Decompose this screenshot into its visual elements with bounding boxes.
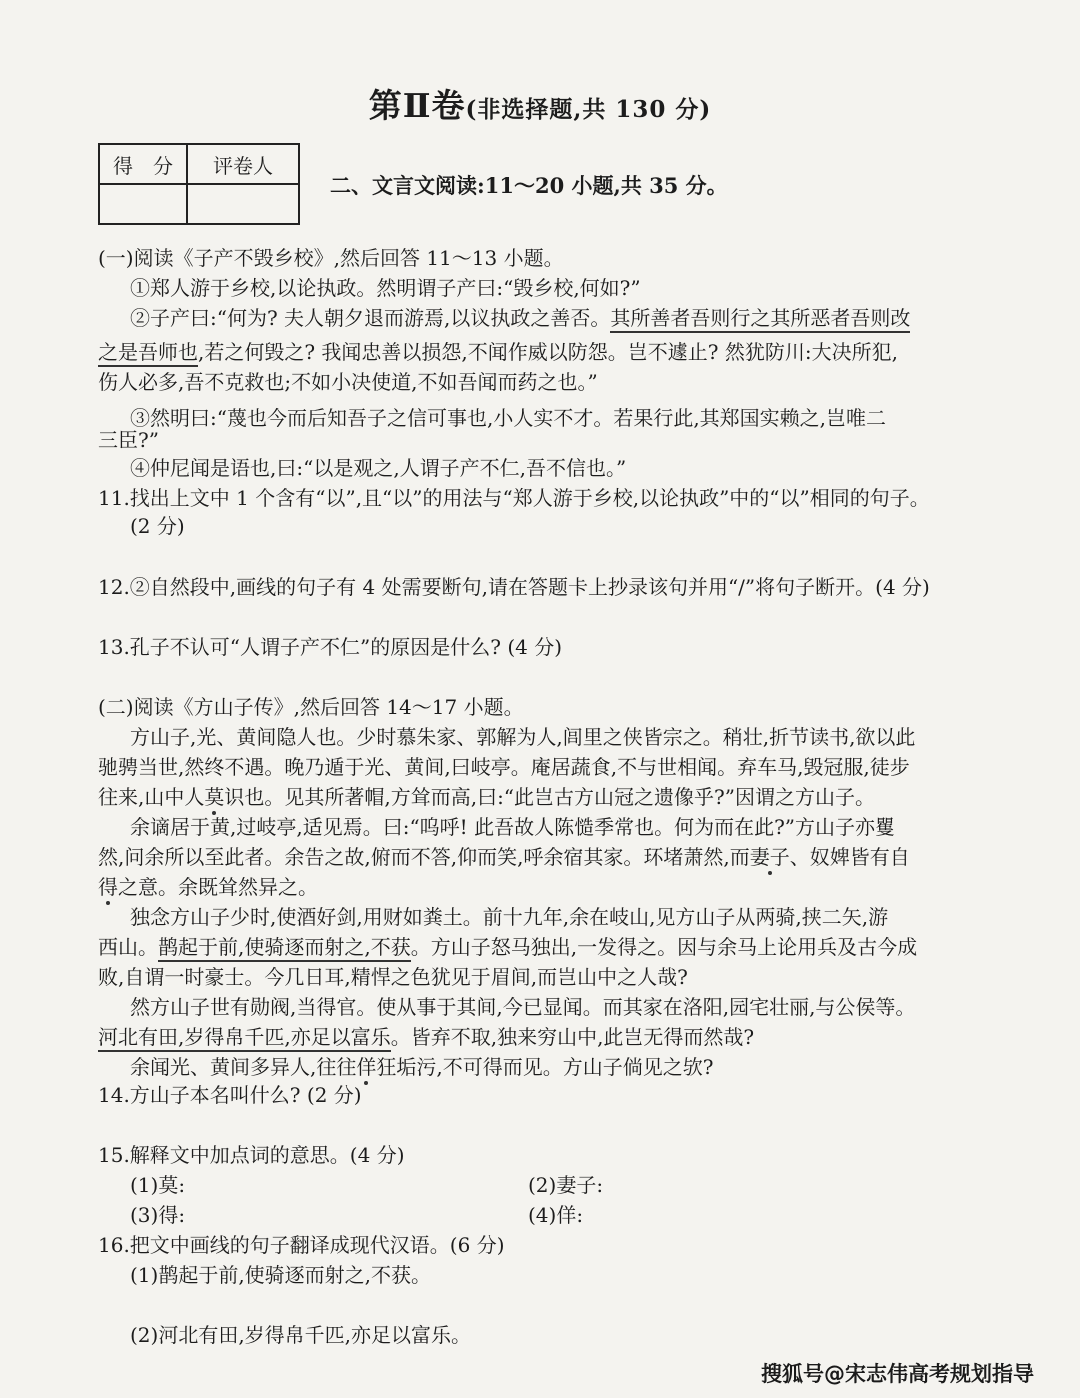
- part1-line-1: ①郑人游于乡校,以论执政。然明谓子产曰:“毁乡校,何如?”: [130, 276, 641, 300]
- p2b-pre: 然,问余所以至此者。余告之故,俯而不答,仰而笑,呼余宿其家。环堵萧然,而: [98, 845, 750, 869]
- part1-line-7: ④仲尼闻是语也,曰:“以是观之,人谓子产不仁,吾不信也。”: [130, 456, 627, 480]
- p1c-post: 识也。见其所著帽,方耸而高,曰:“此岂古方山冠之遗像乎?”因谓之方山子。: [224, 785, 875, 809]
- p5-pre: 余闻光、黄间多异人,往往: [130, 1055, 357, 1079]
- underlined-sentence-que: 鹊起于前,使骑逐而射之,不获: [158, 935, 411, 962]
- dotted-word-de: 得: [98, 875, 118, 899]
- part2-p3-b: [98, 932, 917, 962]
- score-table: [98, 143, 300, 225]
- score-cell: [99, 184, 187, 224]
- question-12: 12.②自然段中,画线的句子有 4 处需要断句,请在答题卡上抄录该句并用“/”将句子断开。(4 分): [98, 575, 930, 599]
- part2-p5: [130, 1052, 713, 1082]
- question-15-1: [130, 1170, 604, 1200]
- part2-p1-a: 方山子,光、黄间隐人也。少时慕朱家、郭解为人,闾里之侠皆宗之。稍壮,折节读书,欲以此: [130, 725, 916, 749]
- p5-post: 狂垢污,不可得而见。方山子倘见之欤?: [376, 1055, 714, 1079]
- part1-line-5: ③然明曰:“蔑也今而后知吾子之信可事也,小人实不才。若果行此,其郑国实赖之,岂唯二: [130, 406, 887, 430]
- part1-line-3b: ,若之何毁之? 我闻忠善以损怨,不闻作威以防怨。岂不遽止? 然犹防川:大决所犯,: [198, 340, 898, 364]
- score-header: 得 分: [99, 144, 187, 184]
- p2b-post: 、奴婢皆有自: [789, 845, 910, 869]
- question-16-2: (2)河北有田,岁得帛千匹,亦足以富乐。: [130, 1323, 472, 1347]
- part2-p3-c: 败,自谓一时豪士。今几日耳,精悍之色犹见于眉间,而岂山中之人哉?: [98, 965, 688, 989]
- underlined-sentence-part1: 其所善者吾则行之其所恶者吾则改: [610, 306, 910, 333]
- question-11: 11.找出上文中 1 个含有“以”,且“以”的用法与“郑人游于乡校,以论执政”中的“以”相同的句子。: [98, 486, 930, 510]
- dotted-word-mo: 莫: [204, 785, 225, 809]
- underlined-sentence-hebei: 河北有田,岁得帛千匹,亦足以富乐: [98, 1025, 391, 1052]
- part2-p4-b: [98, 1022, 754, 1052]
- dotted-word-qizi: 妻子: [749, 845, 790, 869]
- question-16: 16.把文中画线的句子翻译成现代汉语。(6 分): [98, 1233, 505, 1257]
- part1-line-6: 三臣?”: [98, 428, 159, 452]
- q15-3-label: (3)得:: [130, 1203, 186, 1227]
- part2-p2-b: [98, 842, 910, 872]
- part2-p2-c: [98, 872, 318, 902]
- question-14: 14.方山子本名叫什么? (2 分): [98, 1083, 362, 1107]
- part2-intro: (二)阅读《方山子传》,然后回答 14～17 小题。: [98, 695, 524, 719]
- question-13: 13.孔子不认可“人谓子产不仁”的原因是什么? (4 分): [98, 635, 563, 659]
- part1-intro: (一)阅读《子产不毁乡校》,然后回答 11～13 小题。: [98, 246, 564, 270]
- part1-line-2: [130, 303, 910, 333]
- part2-p3-a: 独念方山子少时,使酒好剑,用财如粪土。前十九年,余在岐山,见方山子从两骑,挟二矢,游: [130, 905, 889, 929]
- p3b-post: 。方山子怒马独出,一发得之。因与余马上论用兵及古今成: [410, 935, 918, 959]
- p3b-pre: 西山。: [98, 935, 158, 959]
- part1-line-4: 伤人必多,吾不克救也;不如小决使道,不如吾闻而药之也。”: [98, 370, 598, 394]
- p4b-post: 。皆弃不取,独来穷山中,此岂无得而然哉?: [390, 1025, 755, 1049]
- part2-p2-a: 余谪居于黄,过岐亭,适见焉。曰:“呜呼! 此吾故人陈慥季常也。何为而在此?”方山子亦矍: [130, 815, 896, 839]
- title-main: 第Ⅱ卷: [368, 86, 466, 125]
- part1-line-2a: ②子产曰:“何为? 夫人朝夕退而游焉,以议执政之善否。: [130, 306, 611, 330]
- dotted-word-yang: 佯: [356, 1055, 377, 1079]
- section-title: 二、文言文阅读:11～20 小题,共 35 分。: [330, 173, 728, 198]
- question-11-score: (2 分): [130, 514, 185, 538]
- p1c-pre: 往来,山中人: [98, 785, 205, 809]
- q15-2-label: (2)妻子:: [528, 1173, 604, 1197]
- part2-p1-b: 驰骋当世,然终不遇。晚乃遁于光、黄间,曰岐亭。庵居蔬食,不与世相闻。弃车马,毁冠服,徒步: [98, 755, 910, 779]
- part2-p4-a: 然方山子世有勋阀,当得官。使从事于其间,今已显闻。而其家在洛阳,园宅壮丽,与公侯等。: [130, 995, 916, 1019]
- p2c-post: 之意。余既耸然异之。: [118, 875, 318, 899]
- underlined-sentence-part2: 之是吾师也: [98, 340, 198, 367]
- grader-cell: [187, 184, 299, 224]
- q15-4-label: (4)佯:: [528, 1203, 584, 1227]
- question-15: 15.解释文中加点词的意思。(4 分): [98, 1143, 405, 1167]
- grader-header: 评卷人: [187, 144, 299, 184]
- part1-line-3: [98, 337, 898, 367]
- q15-1-label: (1)莫:: [130, 1173, 186, 1197]
- watermark: 搜狐号@宋志伟高考规划指导: [761, 1362, 1034, 1386]
- title-sub: (非选择题,共 130 分): [465, 96, 712, 123]
- question-16-1: (1)鹊起于前,使骑逐而射之,不获。: [130, 1263, 432, 1287]
- page-title: [0, 80, 1080, 127]
- part2-p1-c: [98, 782, 875, 812]
- question-15-3: [130, 1200, 584, 1230]
